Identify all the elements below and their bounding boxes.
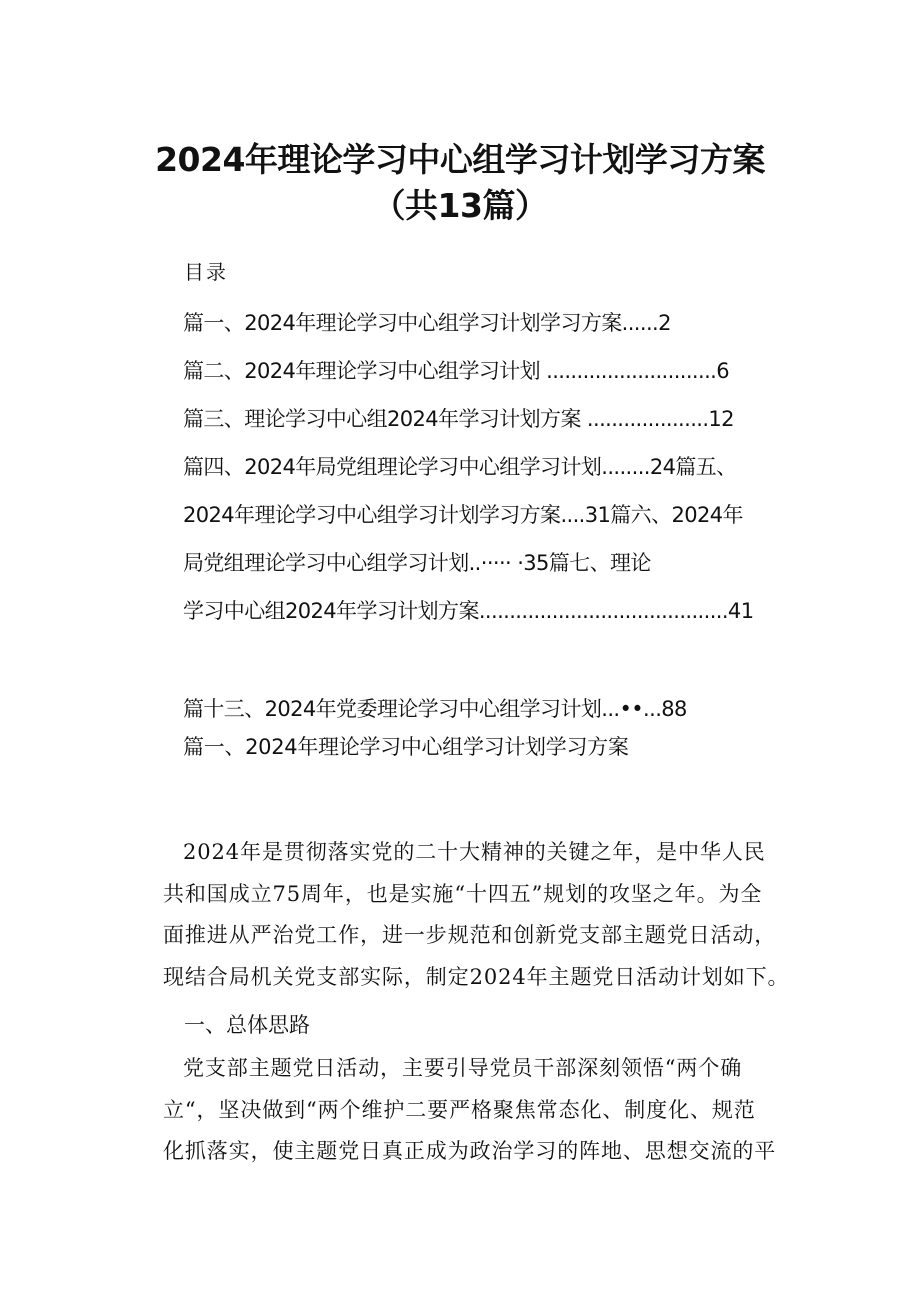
toc-entry-2: 篇二、2024年理论学习中心组学习计划 ............................6 (183, 359, 729, 383)
paragraph-line: 现结合局机关党支部实际，制定2024年主题党日活动计划如下。 (163, 964, 790, 989)
document-title-line-1: 2024年理论学习中心组学习计划学习方案 (155, 140, 765, 179)
toc-entry-5: 2024年理论学习中心组学习计划学习方案....31篇六、2024年 (183, 503, 743, 527)
toc-entry-4: 篇四、2024年局党组理论学习中心组学习计划........24篇五、 (183, 455, 737, 479)
toc-entry-1: 篇一、2024年理论学习中心组学习计划学习方案......2 (183, 311, 671, 335)
paragraph-line: 化抓落实，使主题党日真正成为政治学习的阵地、思想交流的平 (163, 1139, 777, 1163)
paragraph-line: 立“，坚决做到“两个维护二要严格聚焦常态化、制度化、规范 (163, 1097, 756, 1122)
toc-entry-7: 学习中心组2024年学习计划方案.........................................41 (183, 599, 754, 623)
toc-entry-3: 篇三、理论学习中心组2024年学习计划方案 ....................12 (183, 407, 734, 431)
paragraph-line: 共和国成立75周年，也是实施“十四五”规划的攻坚之年。为全 (163, 881, 763, 906)
paragraph-approach (163, 1048, 788, 1173)
paragraph-line: 面推进从严治党工作，进一步规范和创新党支部主题党日活动， (163, 923, 777, 947)
paragraph-intro (163, 832, 788, 998)
paragraph-line: 2024年是贯彻落实党的二十大精神的关键之年，是中华人民 (183, 840, 766, 864)
toc-entry-13: 篇十三、2024年党委理论学习中心组学习计划...••...88 (183, 697, 687, 721)
document-title-line-2: （共13篇） (372, 186, 548, 225)
section-heading-article-1: 篇一、2024年理论学习中心组学习计划学习方案 (183, 735, 629, 759)
paragraph-line: 党支部主题党日活动，主要引导党员干部深刻领悟“两个确 (183, 1056, 743, 1080)
section-heading-overall-approach: 一、总体思路 (184, 1013, 310, 1037)
toc-label: 目录 (184, 260, 228, 284)
toc-entry-6: 局党组理论学习中心组学习计划..····· ·35篇七、理论 (183, 551, 651, 575)
